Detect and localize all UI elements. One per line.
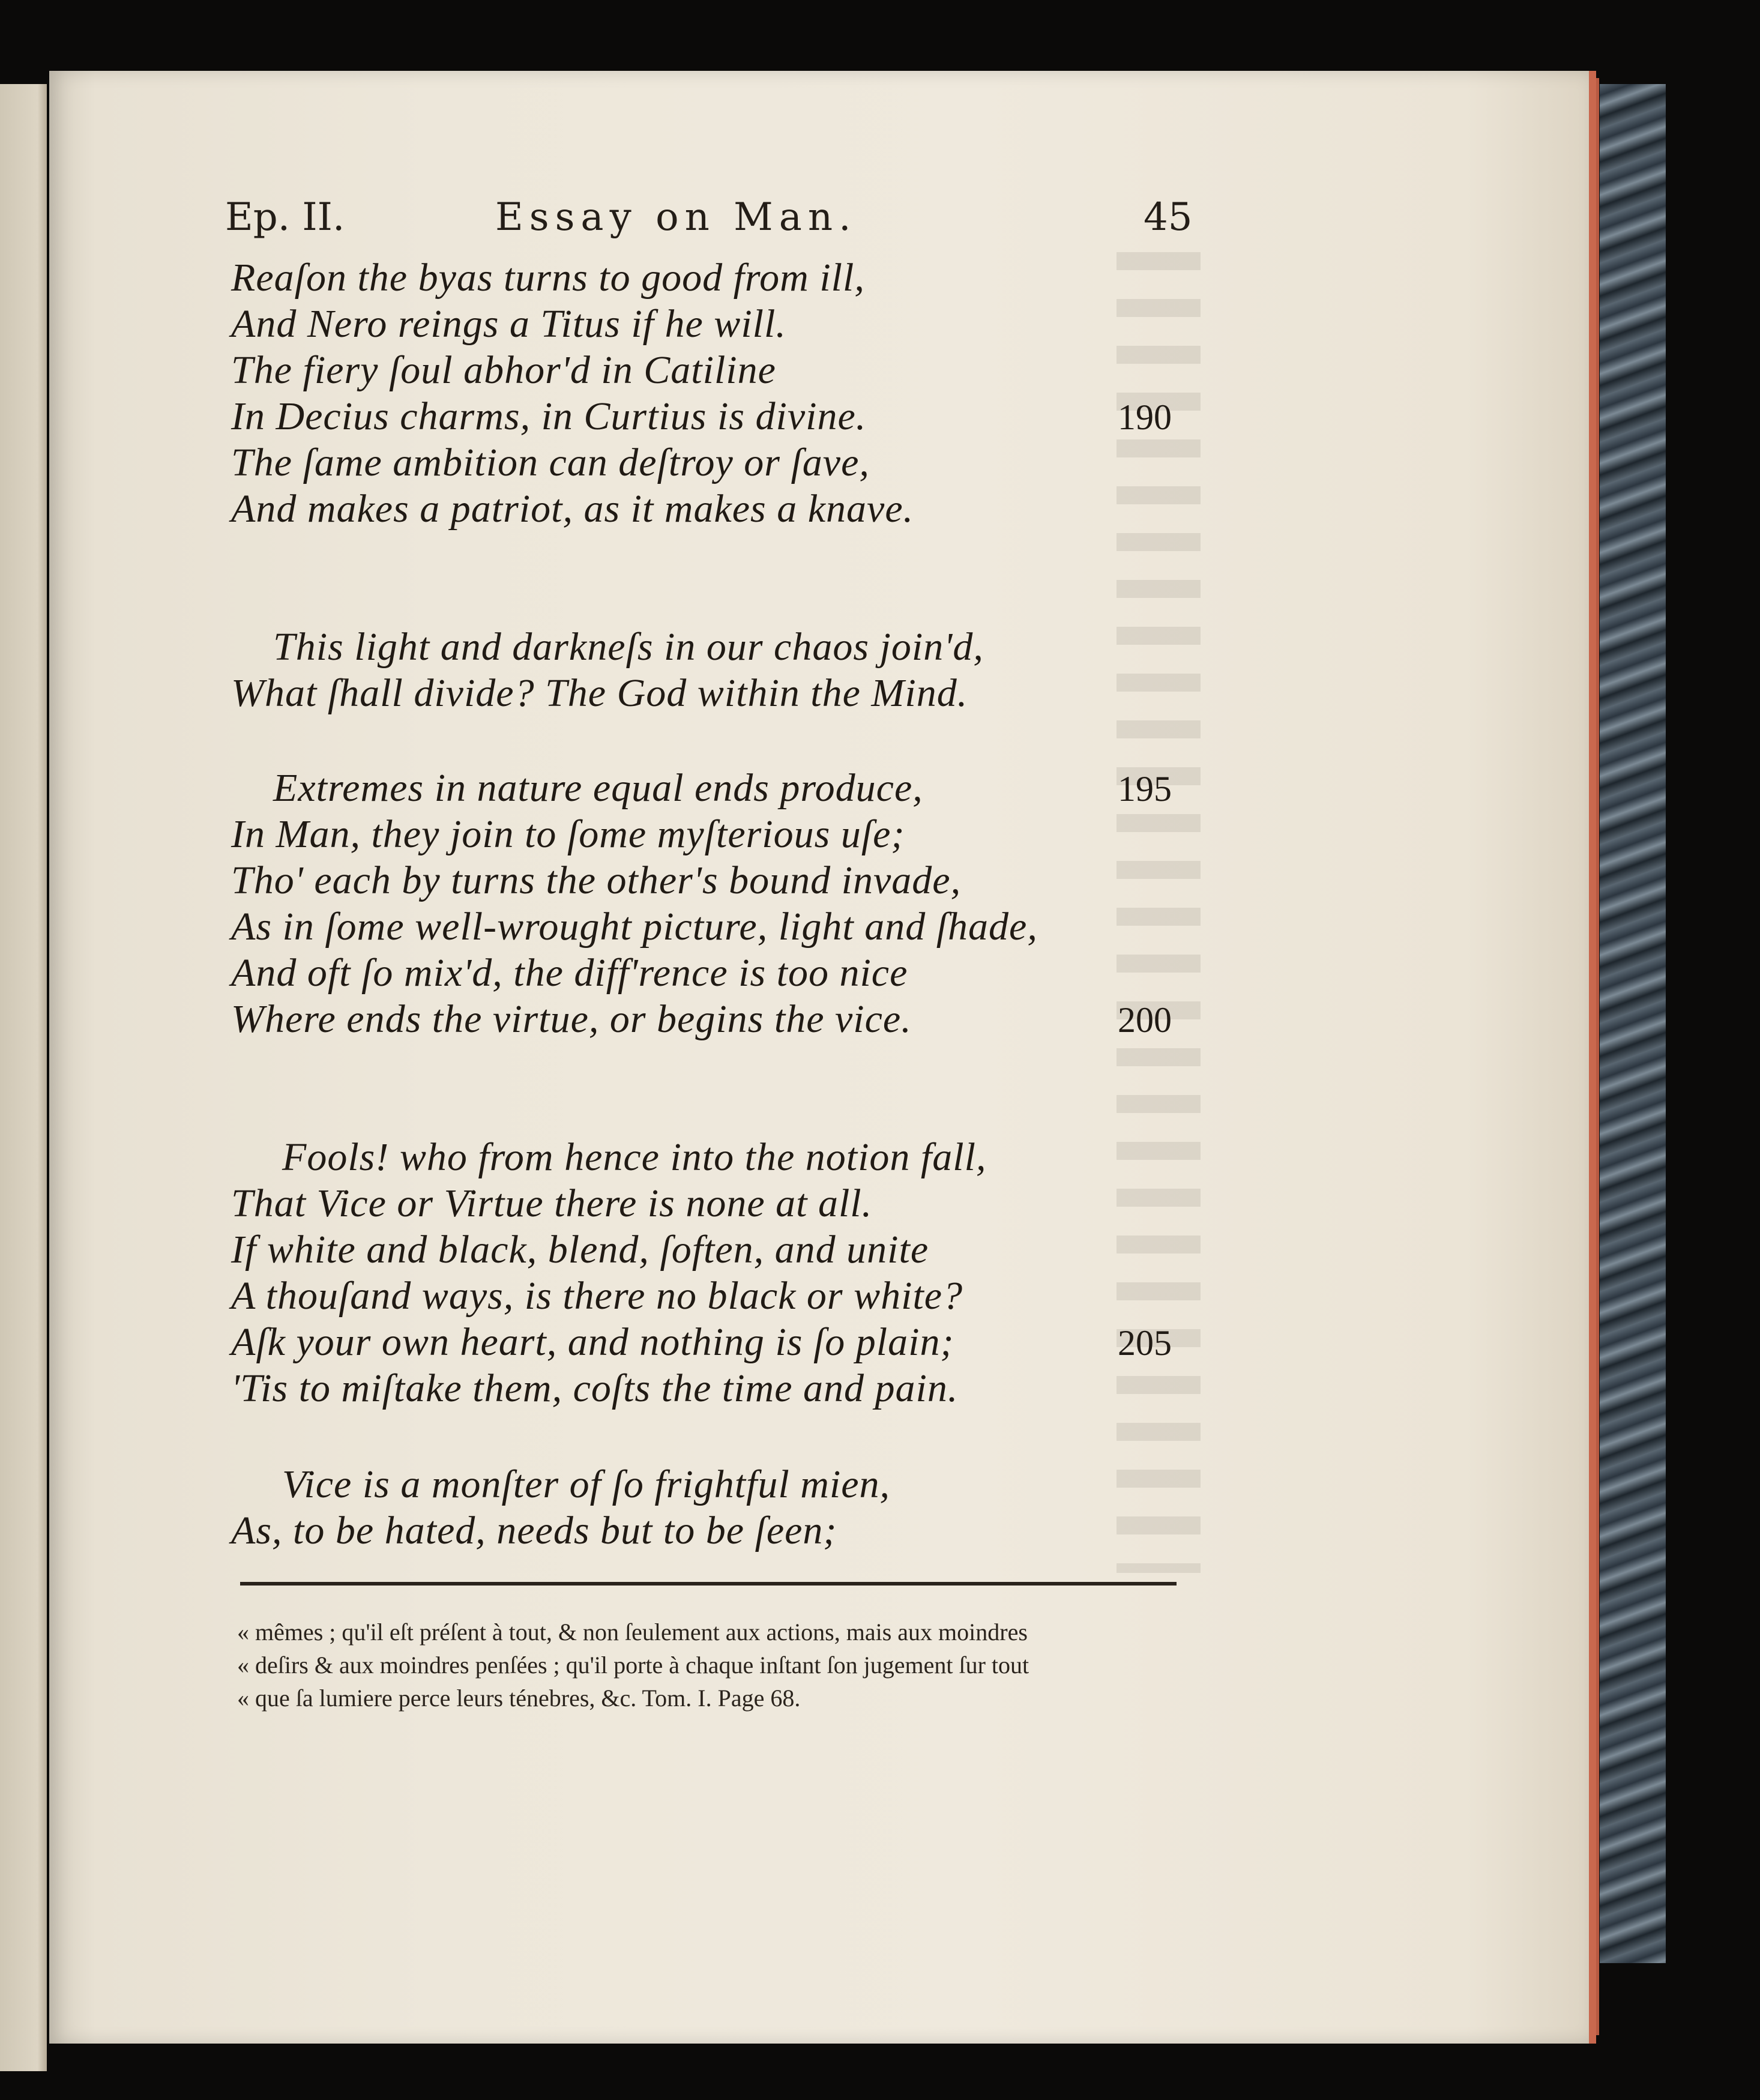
verse-line: The fiery ſoul abhor'd in Catiline [231,348,776,392]
verse-line: Fools! who from hence into the notion fall, [282,1135,987,1179]
footnote-rule [240,1582,1177,1586]
book-title: Essay on Man. [495,195,857,240]
running-head [225,195,1198,249]
verse-line: In Man, they join to ſome myſterious uſe; [231,812,905,856]
verse-line: Vice is a monſter of ſo frightful mien, [282,1462,891,1506]
verse-line: Reaſon the byas turns to good from ill, [231,256,865,300]
verse-line: And oft ſo mix'd, the diff'rence is too nice [231,951,908,995]
verse-line: A thouſand ways, is there no black or white? [231,1274,963,1318]
verse-line: As, to be hated, needs but to be ſeen; [231,1509,837,1552]
verse-line: That Vice or Virtue there is none at all. [231,1181,873,1225]
marbled-endpaper [1600,84,1666,1963]
footnote-line: « que ſa lumiere perce leurs ténebres, &c. Tom. I. Page 68. [237,1685,801,1712]
line-number: 190 [1118,397,1172,437]
footnote-line: « deſirs & aux moindres penſées ; qu'il porte à chaque inſtant ſon jugement ſur tout [237,1652,1029,1679]
verse-line: What ſhall divide? The God within the Mind. [231,671,968,715]
verse-line: Aſk your own heart, and nothing is ſo plain; [231,1320,954,1364]
page-number: 45 [1144,195,1193,240]
verse-line: 'Tis to miſtake them, coſts the time and pain. [231,1366,959,1410]
show-through-text [1117,252,1201,1573]
verse-line: If white and black, blend, ſoften, and unite [231,1228,929,1272]
verse-line: Where ends the virtue, or begins the vice. [231,997,912,1041]
verse-line: As in ſome well-wrought picture, light and ſhade, [231,905,1038,949]
line-number: 205 [1118,1323,1172,1363]
verse-line: The ſame ambition can deſtroy or ſave, [231,441,870,484]
line-number: 195 [1118,769,1172,809]
line-number: 200 [1118,1000,1172,1040]
verse-line: This light and darkneſs in our chaos join'd, [273,625,984,669]
verse-line: In Decius charms, in Curtius is divine. [231,394,867,438]
epistle-label: Ep. II. [225,195,345,240]
left-page-edge [0,84,47,2071]
footnote-line: « mêmes ; qu'il eſt préſent à tout, & non ſeulement aux actions, mais aux moindres [237,1619,1028,1646]
verse-line: Extremes in nature equal ends produce, [273,766,923,810]
verse-line: Tho' each by turns the other's bound invade, [231,858,962,902]
verse-line: And makes a patriot, as it makes a knave. [231,487,914,531]
verse-line: And Nero reings a Titus if he will. [231,302,786,346]
